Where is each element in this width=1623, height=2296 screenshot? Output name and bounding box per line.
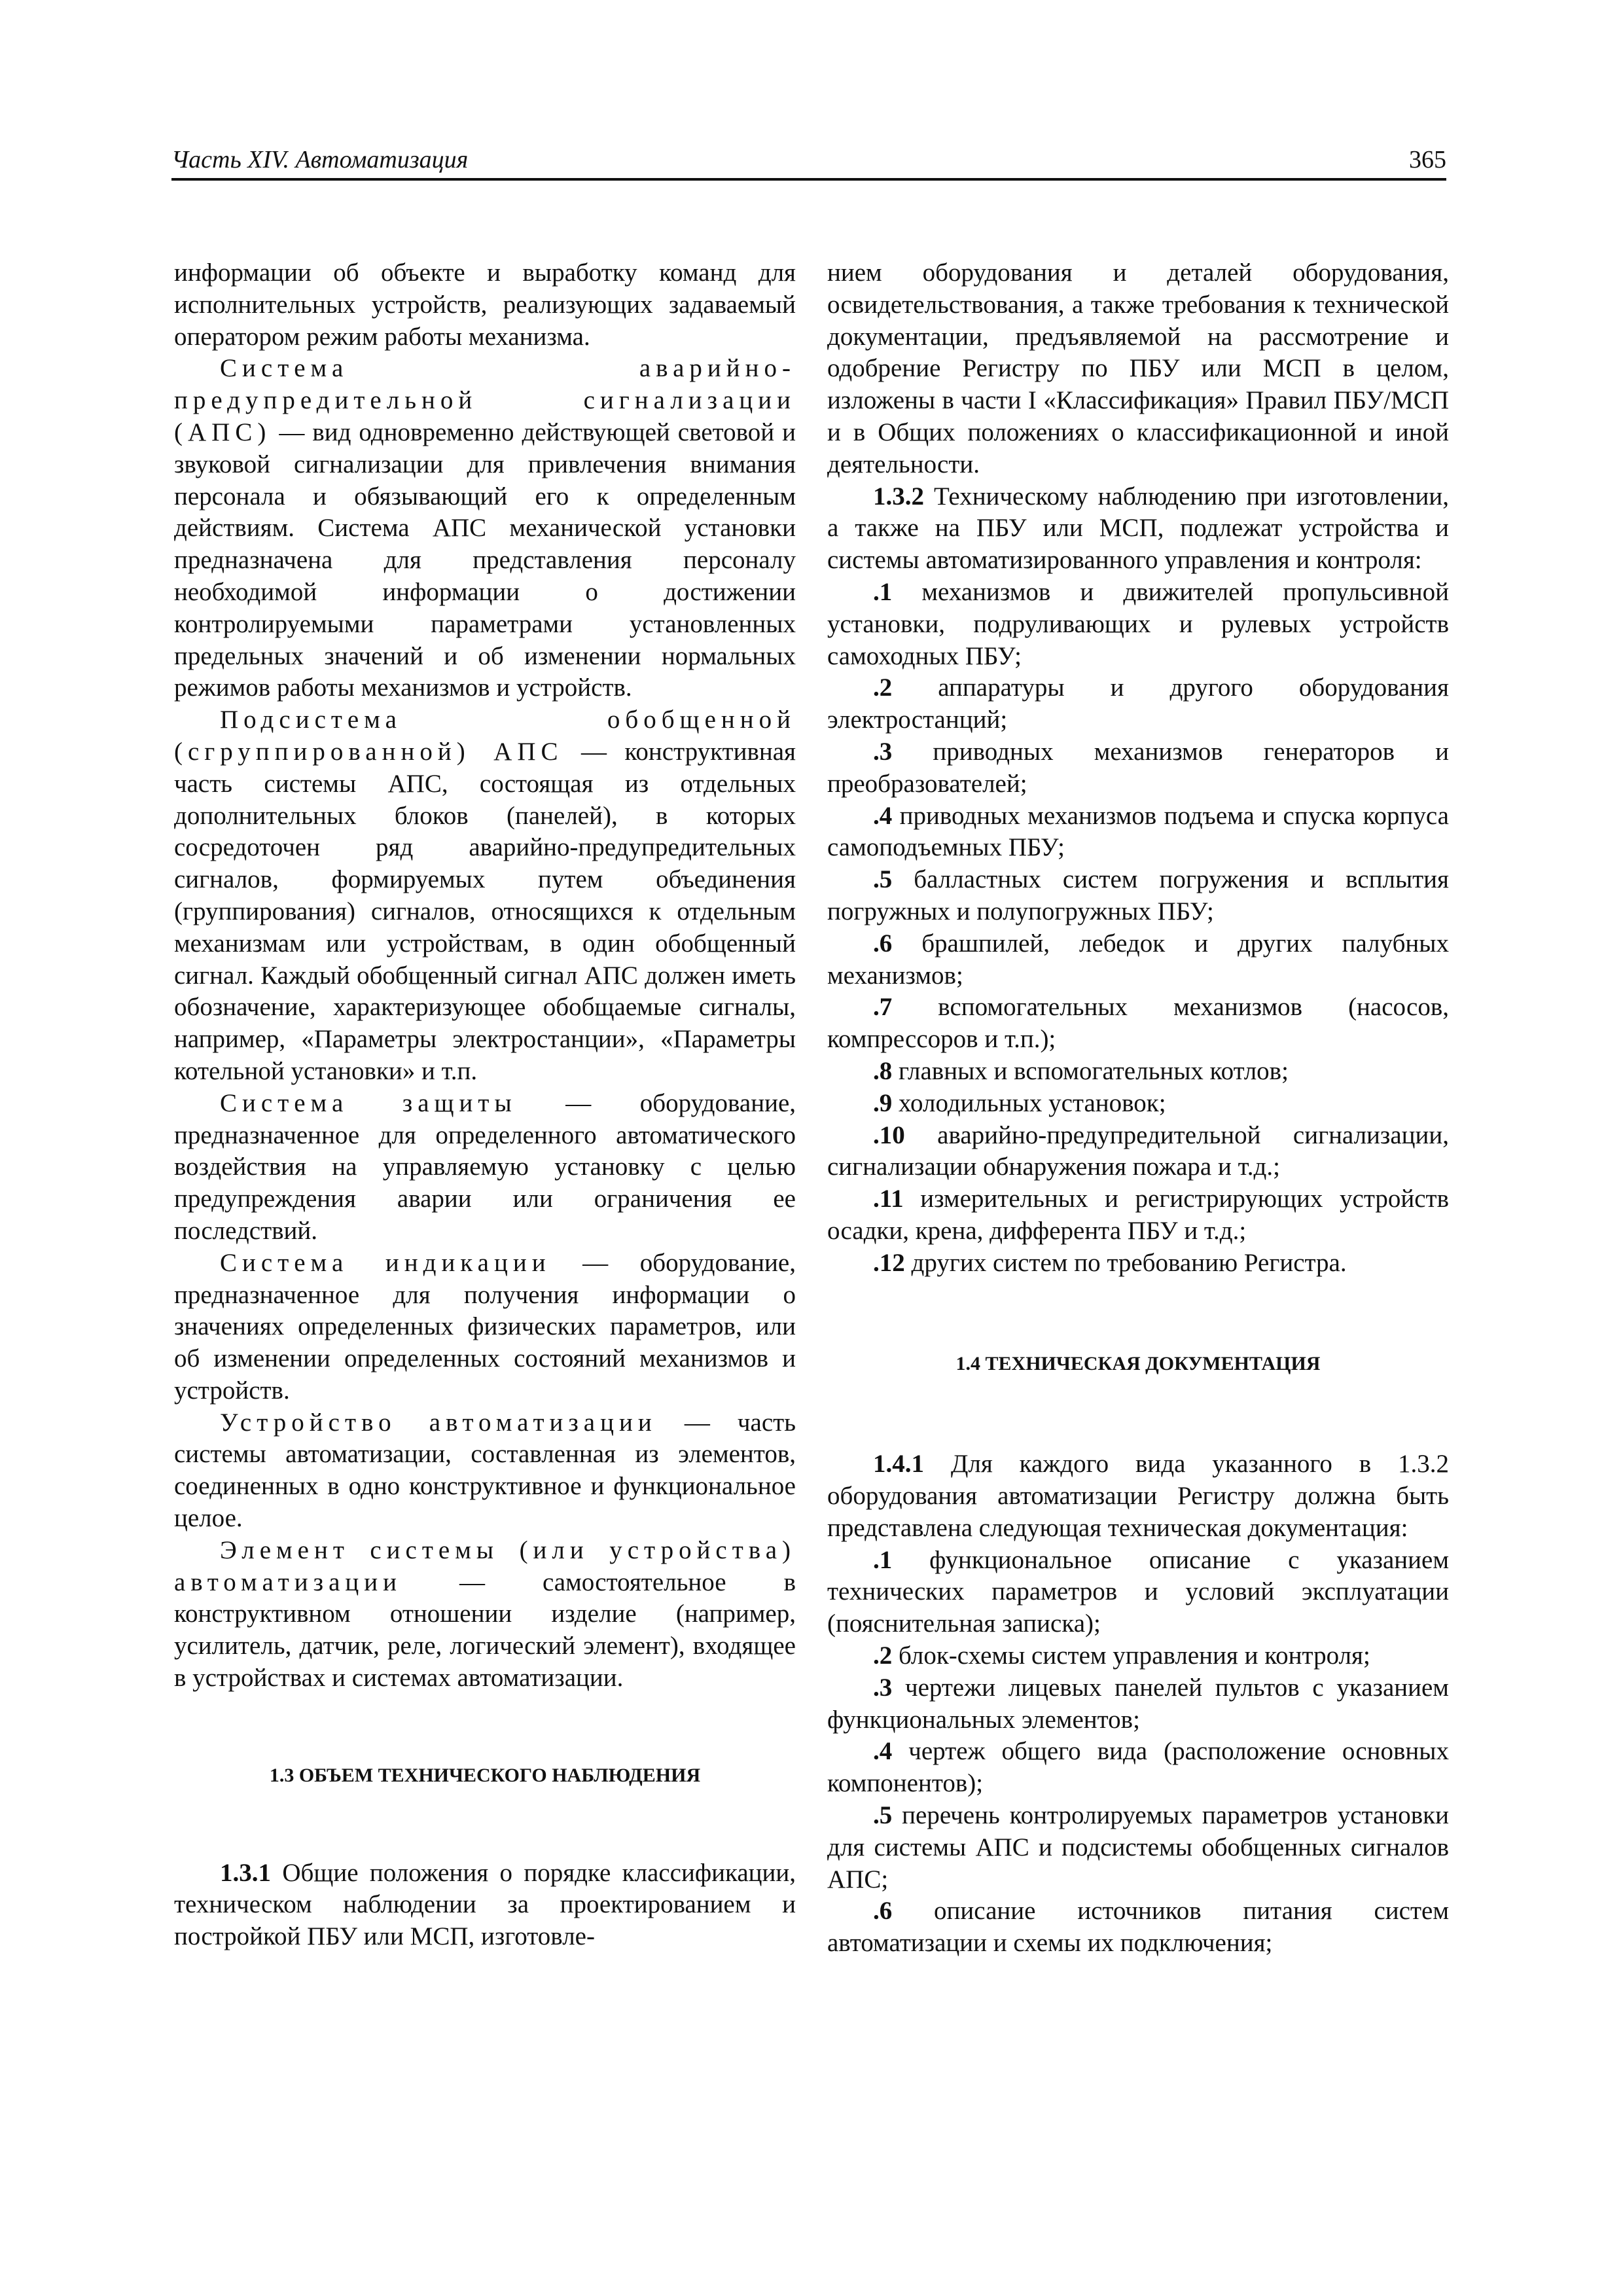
clause-text: Общие положения о порядке классификации, техническом наблюдении за проектированием и постройкой ПБУ или МСП, изготовле- xyxy=(174,1858,796,1951)
definition-grouped-aps xyxy=(174,704,796,1088)
list-item xyxy=(827,1640,1449,1672)
section-heading-1-4: 1.4 ТЕХНИЧЕСКАЯ ДОКУМЕНТАЦИЯ xyxy=(955,1352,1321,1374)
list-item xyxy=(827,1120,1449,1184)
list-item xyxy=(827,672,1449,736)
definition-text: — самостоятельное в конструктивном отношении изделие (например, усилитель, датчик, реле, логический элемент), входящее в устройствах и системах автоматизации. xyxy=(174,1568,796,1693)
term: Система индикации xyxy=(220,1248,551,1277)
list-1-3-2 xyxy=(827,577,1449,1280)
list-item xyxy=(827,864,1449,928)
item-text: блок-схемы систем управления и контроля; xyxy=(892,1641,1370,1670)
definition-automation-device xyxy=(174,1407,796,1535)
term: Устройство автоматизации xyxy=(220,1408,657,1437)
clause-number: 1.3.2 xyxy=(873,482,924,511)
left-column xyxy=(174,257,796,1953)
paragraph-continuation: нием оборудования и деталей оборудования, освидетельствования, а также требования к технической документации, предъявляемой на рассмотрение и одобрение Регистру по ПБУ или МСП в целом, изложены в части I «Классификация» Правил ПБУ/МСП и в Общих положениях о классификационной и иной деятельности. xyxy=(827,259,1449,478)
list-1-4-1 xyxy=(827,1545,1449,1960)
paragraph-continuation: информации об объекте и выработку команд для исполнительных устройств, реализующих задаваемый оператором режим работы механизма. xyxy=(174,259,796,351)
item-text: механизмов и движителей пропульсивной установки, подруливающих и рулевых устройств самоходных ПБУ; xyxy=(827,577,1449,670)
list-item xyxy=(827,1736,1449,1800)
item-text: измерительных и регистрирующих устройств осадки, крена, дифферента ПБУ и т.д.; xyxy=(827,1185,1449,1245)
definition-automation-element xyxy=(174,1535,796,1695)
item-number: .6 xyxy=(873,1897,893,1926)
item-text: брашпилей, лебедок и других палубных механизмов; xyxy=(827,929,1449,990)
item-text: других систем по требованию Регистра. xyxy=(904,1248,1347,1277)
item-text: приводных механизмов подъема и спуска корпуса самоподъемных ПБУ; xyxy=(827,801,1449,862)
item-text: аварийно-предупредительной сигнализации, сигнализации обнаружения пожара и т.д.; xyxy=(827,1121,1449,1181)
term: Система аварийно-предупредительной сигнализации (АПС) xyxy=(174,354,796,446)
definition-aps xyxy=(174,353,796,704)
list-item xyxy=(827,1800,1449,1895)
item-number: .3 xyxy=(873,1673,893,1702)
item-number: .2 xyxy=(873,673,893,702)
list-item xyxy=(827,1672,1449,1736)
right-column xyxy=(827,257,1449,1960)
paragraph-1-4-1 xyxy=(827,1448,1449,1544)
definition-text: — вид одновременно действующей световой и звуковой сигнализации для привлечения внимания персонала и обязывающий его к определенным действиям. Система АПС механической установки предназначена для представления персоналу необходимой информации о достижении контролируемыми параметрами установленных предельных значений и об изменении нормальных режимов работы механизмов и устройств. xyxy=(174,418,796,702)
item-number: .4 xyxy=(873,1737,893,1766)
item-text: аппаратуры и другого оборудования электростанций; xyxy=(827,673,1449,734)
list-item xyxy=(827,1056,1449,1088)
item-text: чертежи лицевых панелей пультов с указанием функциональных элементов; xyxy=(827,1673,1449,1734)
definition-text: — оборудование, предназначенное для определенного автоматического воздействия на управляемую установку с целью предупреждения аварии или ограничения ее последствий. xyxy=(174,1088,796,1245)
item-text: вспомогательных механизмов (насосов, компрессоров и т.п.); xyxy=(827,993,1449,1054)
list-item xyxy=(827,1545,1449,1640)
item-number: .4 xyxy=(873,801,893,830)
item-number: .1 xyxy=(873,1545,893,1574)
term: Элемент системы (или устройства) автоматизации xyxy=(174,1535,796,1596)
item-number: .5 xyxy=(873,865,893,894)
item-text: холодильных установок; xyxy=(892,1088,1166,1117)
list-item xyxy=(827,1895,1449,1960)
running-header xyxy=(171,145,1446,181)
item-number: .9 xyxy=(873,1088,893,1117)
clause-number: 1.4.1 xyxy=(873,1450,924,1479)
item-number: .5 xyxy=(873,1801,893,1830)
item-text: описание источников питания систем автоматизации и схемы их подключения; xyxy=(827,1897,1449,1958)
term: Система защиты xyxy=(220,1088,517,1117)
paragraph-1-3-1 xyxy=(174,1857,796,1953)
item-number: .12 xyxy=(873,1248,905,1277)
definition-indication-system xyxy=(174,1247,796,1407)
list-item xyxy=(827,1183,1449,1247)
list-item xyxy=(827,928,1449,992)
term: Подсистема обобщенной (сгруппированной) АПС xyxy=(174,706,796,766)
clause-text: Для каждого вида указанного в 1.3.2 оборудования автоматизации Регистру должна быть представлена следующая техническая документация: xyxy=(827,1450,1449,1542)
page-number: 365 xyxy=(1409,146,1446,173)
item-text: главных и вспомогательных котлов; xyxy=(892,1056,1289,1085)
clause-number: 1.3.1 xyxy=(220,1858,271,1887)
definition-text: — конструктивная часть системы АПС, состоящая из отдельных дополнительных блоков (панелей), в которых сосредоточен ряд аварийно-предупредительных сигналов, формируемых путем объединения (группирования) сигналов, относящихся к отдельным механизмам или устройствам, в один обобщенный сигнал. Каждый обобщенный сигнал АПС должен иметь обозначение, характеризующее обобщаемые сигналы, например, «Параметры электростанции», «Параметры котельной установки» и т.п. xyxy=(174,737,796,1085)
item-number: .3 xyxy=(873,737,893,766)
item-text: функциональное описание с указанием технических параметров и условий эксплуатации (пояснительная записка); xyxy=(827,1545,1449,1638)
item-number: .11 xyxy=(873,1185,904,1213)
item-number: .1 xyxy=(873,577,893,606)
list-item xyxy=(827,992,1449,1056)
item-number: .6 xyxy=(873,929,893,958)
paragraph-1-3-2 xyxy=(827,481,1449,577)
item-text: балластных систем погружения и всплытия погружных и полупогружных ПБУ; xyxy=(827,865,1449,925)
list-item xyxy=(827,736,1449,800)
item-number: .2 xyxy=(873,1641,893,1670)
list-item xyxy=(827,577,1449,672)
header-title: Часть XIV. Автоматизация xyxy=(171,146,469,173)
item-text: приводных механизмов генераторов и преобразователей; xyxy=(827,737,1449,798)
section-heading-1-3: 1.3 ОБЪЕМ ТЕХНИЧЕСКОГО НАБЛЮДЕНИЯ xyxy=(269,1764,701,1786)
list-item xyxy=(827,800,1449,865)
item-text: перечень контролируемых параметров установки для системы АПС и подсистемы обобщенных сигналов АПС; xyxy=(827,1801,1449,1893)
definition-protection-system xyxy=(174,1088,796,1247)
item-number: .8 xyxy=(873,1056,893,1085)
definition-text: — оборудование, предназначенное для получения информации о значениях определенных физических параметров, или об изменении определенных состояний механизмов и устройств. xyxy=(174,1248,796,1405)
clause-text: Техническому наблюдению при изготовлении, а также на ПБУ или МСП, подлежат устройства и системы автоматизированного управления и контроля: xyxy=(827,482,1449,575)
item-number: .7 xyxy=(873,993,893,1022)
item-text: чертеж общего вида (расположение основных компонентов); xyxy=(827,1737,1449,1798)
definition-text: — часть системы автоматизации, составленная из элементов, соединенных в одно конструктивное и функциональное целое. xyxy=(174,1408,796,1533)
list-item xyxy=(827,1088,1449,1120)
list-item xyxy=(827,1247,1449,1280)
item-number: .10 xyxy=(873,1121,905,1149)
